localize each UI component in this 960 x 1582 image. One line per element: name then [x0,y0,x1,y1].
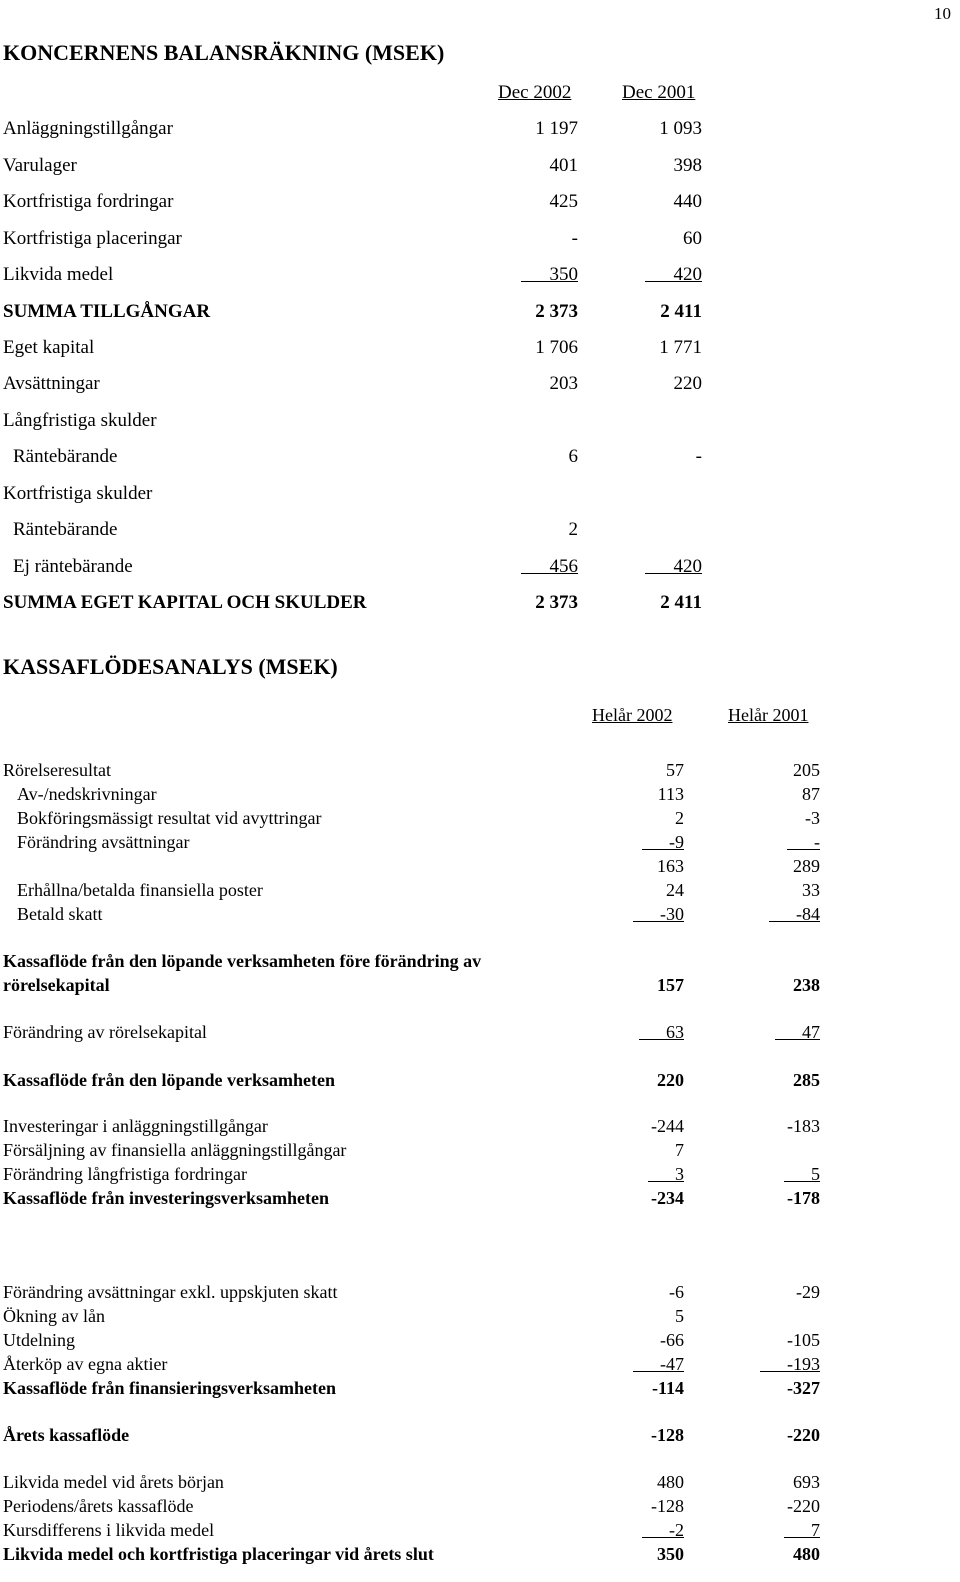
row-value: 2 [675,808,684,828]
cashflow-title: KASSAFLÖDESANALYS (MSEK) [3,654,338,679]
row-value: - [814,832,820,852]
cashflow-col-header-2001: Helår 2001 [728,705,809,725]
row-value: 401 [549,155,578,176]
row-value: 24 [666,880,684,900]
row-label: Kassaflöde från investeringsverksamheten [3,1188,329,1208]
row-value: 285 [793,1070,820,1090]
row-value: 57 [666,760,684,780]
row-value: 350 [549,264,578,285]
row-value: 420 [673,264,702,285]
row-value: -47 [660,1354,684,1374]
row-value: 456 [549,556,578,577]
row-label: Förändring avsättningar [17,832,190,852]
row-label: SUMMA TILLGÅNGAR [3,301,211,322]
row-value: 157 [657,975,684,995]
row-label: Likvida medel [3,264,114,285]
row-value: 6 [568,446,578,467]
row-value: 203 [549,373,578,394]
row-value: -128 [651,1425,684,1445]
row-value: 1 771 [659,337,702,358]
row-value: -84 [796,904,820,924]
row-value: 3 [675,1164,684,1184]
row-label: Varulager [3,155,77,176]
row-value: 480 [657,1472,684,1492]
row-value: 33 [802,880,820,900]
row-value: 47 [802,1022,820,1042]
row-value: -234 [651,1188,684,1208]
row-value: - [695,446,702,467]
cashflow-col-header-2002: Helår 2002 [592,705,673,725]
row-value: -178 [787,1188,820,1208]
row-label: Kursdifferens i likvida medel [3,1520,215,1540]
row-value: 7 [675,1140,684,1160]
row-label: Förändring långfristiga fordringar [3,1164,247,1184]
row-label: Betald skatt [17,904,103,924]
row-label: SUMMA EGET KAPITAL OCH SKULDER [3,592,367,613]
row-label: Eget kapital [3,337,95,358]
row-label: Investeringar i anläggningstillgångar [3,1116,268,1136]
page-number: 10 [934,4,951,23]
row-label: Kassaflöde från den löpande verksamheten före förändring av [3,951,482,971]
row-value: 693 [793,1472,820,1492]
row-value: -128 [651,1496,684,1516]
row-value: 60 [683,228,702,249]
row-label: Ej räntebärande [13,556,133,577]
row-value: 350 [657,1544,684,1564]
row-value: 289 [793,856,820,876]
row-value: 2 373 [535,592,578,613]
row-label: Avsättningar [3,373,100,394]
row-label: Bokföringsmässigt resultat vid avyttringar [17,808,322,828]
row-value: -114 [651,1378,684,1398]
row-value: -220 [787,1496,820,1516]
row-value: 113 [657,784,684,804]
row-value: -66 [660,1330,684,1350]
row-value: 1 706 [535,337,578,358]
row-label: Räntebärande [13,446,118,467]
row-label: Av-/nedskrivningar [17,784,157,804]
row-label: Ökning av lån [3,1306,105,1326]
row-value: -183 [787,1116,820,1136]
row-value: 220 [657,1070,684,1090]
row-value: 220 [673,373,702,394]
row-label: Likvida medel och kortfristiga placeringar vid årets slut [3,1544,434,1564]
row-value: 5 [811,1164,820,1184]
row-label: Anläggningstillgångar [3,118,173,139]
row-value: -220 [787,1425,820,1445]
row-value: 238 [793,975,820,995]
row-value: -2 [669,1520,684,1540]
row-value: -9 [669,832,684,852]
row-label: Utdelning [3,1330,75,1350]
balance-col-header-2001: Dec 2001 [622,82,696,103]
row-value: -29 [796,1282,820,1302]
row-label: Förändring avsättningar exkl. uppskjuten skatt [3,1282,338,1302]
row-label: Kortfristiga fordringar [3,191,174,212]
balance-col-header-2002: Dec 2002 [498,82,572,103]
row-value: 205 [793,760,820,780]
row-value: -193 [787,1354,820,1374]
row-value: 480 [793,1544,820,1564]
row-label: Periodens/årets kassaflöde [3,1496,194,1516]
balance-title: KONCERNENS BALANSRÄKNING (MSEK) [3,40,445,65]
row-value: 2 411 [660,592,702,613]
row-value: 2 [568,519,578,540]
row-label: Kassaflöde från den löpande verksamheten [3,1070,336,1090]
row-value: -105 [787,1330,820,1350]
row-label: Erhållna/betalda finansiella poster [17,880,263,900]
row-value: - [571,228,578,249]
row-value: 1 093 [659,118,702,139]
row-value: 7 [811,1520,820,1540]
row-label: Kortfristiga skulder [3,483,153,504]
row-label: Försäljning av finansiella anläggningstillgångar [3,1140,347,1160]
row-value: -6 [669,1282,684,1302]
row-value: -327 [787,1378,820,1398]
row-value: 163 [657,856,684,876]
row-value: 440 [673,191,702,212]
row-value: -244 [651,1116,684,1136]
row-value: 420 [673,556,702,577]
row-label: Likvida medel vid årets början [3,1472,224,1492]
row-value: 2 373 [535,301,578,322]
row-value: 425 [549,191,578,212]
row-label: Rörelseresultat [3,760,111,780]
row-value: 2 411 [660,301,702,322]
row-label: rörelsekapital [3,975,110,995]
row-value: -3 [805,808,820,828]
row-label: Kortfristiga placeringar [3,228,182,249]
row-value: 1 197 [535,118,578,139]
row-value: 87 [802,784,820,804]
row-value: 398 [673,155,702,176]
row-value: 63 [666,1022,684,1042]
row-label: Räntebärande [13,519,118,540]
row-label: Återköp av egna aktier [3,1354,168,1374]
row-label: Långfristiga skulder [3,410,157,431]
row-label: Förändring av rörelsekapital [3,1022,207,1042]
row-value: -30 [660,904,684,924]
row-label: Årets kassaflöde [3,1425,130,1445]
row-label: Kassaflöde från finansieringsverksamheten [3,1378,336,1398]
row-value: 5 [675,1306,684,1326]
